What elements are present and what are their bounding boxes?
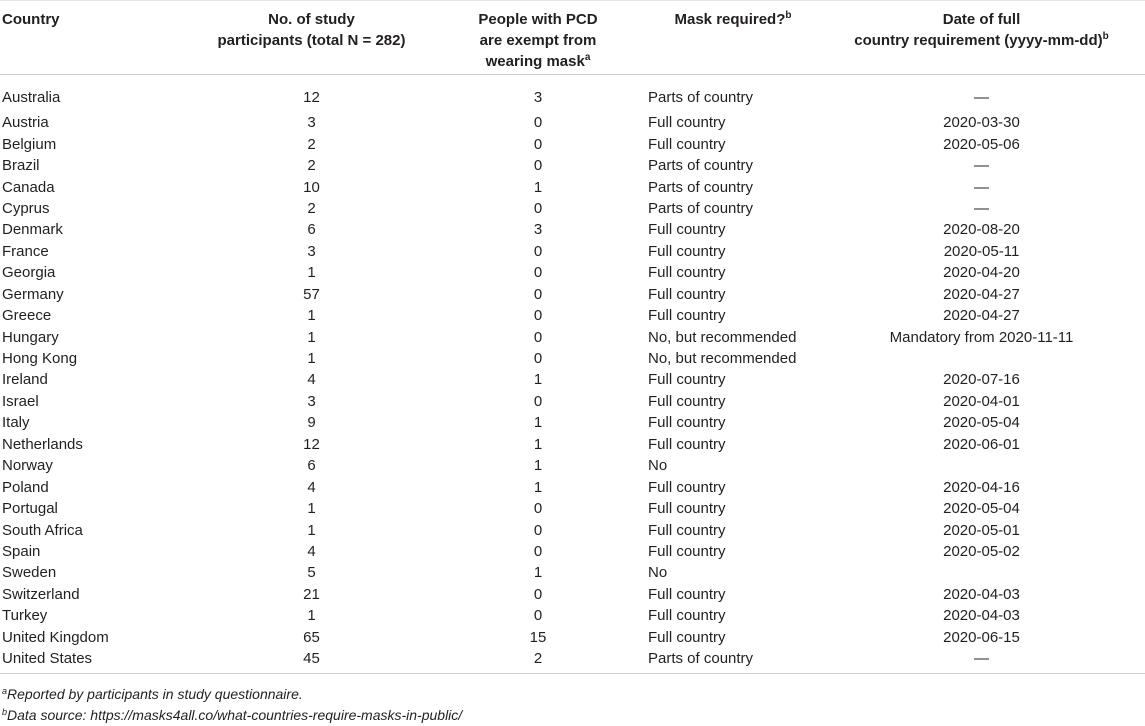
cell-participants: 45 bbox=[190, 648, 433, 674]
cell-pcd-exempt: 0 bbox=[533, 500, 543, 518]
cell-mask-required: Full country bbox=[648, 221, 726, 239]
cell-pcd-exempt: 0 bbox=[533, 285, 543, 303]
table-row bbox=[0, 562, 1145, 583]
cell-country: Canada bbox=[2, 178, 55, 196]
cell-mask-required: Full country bbox=[648, 607, 726, 625]
table-row bbox=[0, 434, 1145, 455]
cell-date: — bbox=[974, 89, 989, 106]
cell-pcd-exempt: 0 bbox=[533, 607, 543, 625]
cell-date: 2020-04-03 bbox=[943, 607, 1020, 625]
cell-mask-required: Full country bbox=[648, 414, 726, 432]
cell-country: Israel bbox=[2, 392, 39, 410]
table-row bbox=[0, 198, 1145, 219]
table-row bbox=[0, 75, 1145, 113]
cell-pcd-exempt: 0 bbox=[533, 264, 543, 282]
cell-pcd-exempt: 0 bbox=[533, 328, 543, 346]
cell-country: Austria bbox=[2, 114, 49, 132]
cell-mask-required: Parts of country bbox=[648, 157, 754, 175]
cell-pcd-exempt: 1 bbox=[533, 414, 543, 432]
cell-date: — bbox=[974, 157, 989, 175]
cell-mask-required: Full country bbox=[648, 585, 726, 603]
cell-pcd-exempt: 3 bbox=[533, 89, 543, 106]
cell-mask-required: Full country bbox=[648, 521, 726, 539]
cell-mask-required: Full country bbox=[648, 628, 726, 646]
cell-mask-required: Full country bbox=[648, 285, 726, 303]
cell-pcd-exempt: 1 bbox=[533, 564, 543, 582]
cell-date: 2020-04-27 bbox=[943, 307, 1020, 325]
cell-participants: 21 bbox=[303, 585, 320, 603]
cell-participants: 4 bbox=[307, 371, 316, 389]
cell-participants: 3 bbox=[307, 114, 316, 132]
cell-country: Greece bbox=[2, 307, 52, 325]
cell-mask-required: Full country bbox=[648, 500, 726, 518]
cell-mask-required: Full country bbox=[648, 242, 726, 260]
header-participants-line2: participants (total N = 282) bbox=[217, 32, 406, 49]
table-row bbox=[0, 241, 1145, 262]
table-header bbox=[0, 1, 1145, 75]
cell-country: Georgia bbox=[2, 264, 56, 282]
cell-participants: 65 bbox=[303, 628, 320, 646]
cell-date bbox=[818, 562, 1145, 583]
cell-date: Mandatory from 2020-11-11 bbox=[889, 328, 1074, 346]
cell-date: — bbox=[974, 178, 989, 196]
footnote-a-text: Reported by participants in study questionnaire. bbox=[7, 686, 303, 702]
header-date-line2: country requirement (yyyy-mm-dd) bbox=[854, 32, 1103, 49]
cell-country: Ireland bbox=[2, 371, 48, 389]
table-row bbox=[0, 155, 1145, 176]
table-footnotes bbox=[2, 684, 462, 726]
header-mask-label: Mask required? bbox=[674, 11, 786, 28]
cell-pcd-exempt: 0 bbox=[533, 521, 543, 539]
cell-participants: 1 bbox=[307, 350, 316, 368]
cell-mask-required: Full country bbox=[648, 478, 726, 496]
header-date-line1: Date of full bbox=[942, 11, 1021, 28]
table-row bbox=[0, 369, 1145, 390]
table-row bbox=[0, 326, 1145, 347]
cell-date: 2020-06-01 bbox=[943, 435, 1020, 453]
cell-date: 2020-04-03 bbox=[943, 585, 1020, 603]
cell-participants: 9 bbox=[307, 414, 316, 432]
cell-country: Cyprus bbox=[2, 199, 50, 217]
header-pcd-exempt bbox=[433, 1, 643, 75]
table-row bbox=[0, 219, 1145, 240]
footnote-marker-b: b bbox=[1102, 31, 1109, 42]
cell-date: 2020-04-16 bbox=[943, 478, 1020, 496]
cell-participants: 4 bbox=[307, 542, 316, 560]
header-pcd-line2: are exempt from bbox=[479, 32, 597, 49]
cell-country: Netherlands bbox=[2, 435, 83, 453]
table-row bbox=[0, 305, 1145, 326]
table-row bbox=[0, 176, 1145, 197]
cell-country: Brazil bbox=[2, 157, 40, 175]
table-row bbox=[0, 348, 1145, 369]
cell-mask-required: Full country bbox=[648, 114, 726, 132]
cell-mask-required: Parts of country bbox=[648, 199, 754, 217]
footnote-b-text: Data source: https://masks4all.co/what-countries-require-masks-in-public/ bbox=[7, 707, 463, 723]
cell-country: Hong Kong bbox=[2, 350, 78, 368]
table-row bbox=[0, 584, 1145, 605]
cell-mask-required: Full country bbox=[648, 542, 726, 560]
table-row bbox=[0, 476, 1145, 497]
cell-participants: 3 bbox=[307, 392, 316, 410]
cell-date: 2020-04-20 bbox=[943, 264, 1020, 282]
cell-participants: 5 bbox=[307, 564, 316, 582]
cell-date: 2020-05-02 bbox=[943, 542, 1020, 560]
cell-mask-required: Parts of country bbox=[643, 648, 818, 674]
cell-country: United Kingdom bbox=[2, 628, 109, 646]
table-row bbox=[0, 112, 1145, 133]
table-row bbox=[0, 648, 1145, 674]
footnote-a bbox=[2, 684, 462, 705]
cell-pcd-exempt: 15 bbox=[529, 628, 547, 646]
cell-date: 2020-07-16 bbox=[943, 371, 1020, 389]
cell-mask-required: Full country bbox=[648, 264, 726, 282]
table-row bbox=[0, 262, 1145, 283]
cell-pcd-exempt: 0 bbox=[533, 242, 543, 260]
cell-pcd-exempt: 0 bbox=[533, 135, 543, 153]
table-row bbox=[0, 412, 1145, 433]
cell-mask-required: Full country bbox=[648, 392, 726, 410]
cell-pcd-exempt: 2 bbox=[433, 648, 643, 674]
header-country-label: Country bbox=[2, 11, 60, 28]
cell-mask-required: Parts of country bbox=[648, 178, 754, 196]
cell-country: Poland bbox=[2, 478, 49, 496]
table-row bbox=[0, 498, 1145, 519]
cell-pcd-exempt: 3 bbox=[533, 221, 543, 239]
cell-mask-required: No bbox=[648, 564, 668, 582]
header-pcd-line3: wearing mask bbox=[485, 53, 585, 70]
cell-pcd-exempt: 1 bbox=[533, 435, 543, 453]
cell-date: 2020-04-01 bbox=[943, 392, 1020, 410]
cell-country: Switzerland bbox=[2, 585, 80, 603]
cell-participants: 10 bbox=[303, 178, 320, 196]
cell-mask-required: No, but recommended bbox=[648, 328, 797, 346]
table-body bbox=[0, 75, 1145, 674]
cell-date: 2020-06-15 bbox=[943, 628, 1020, 646]
cell-date: 2020-05-11 bbox=[943, 242, 1020, 260]
cell-country: France bbox=[2, 242, 49, 260]
cell-participants: 2 bbox=[307, 157, 316, 175]
table-row bbox=[0, 519, 1145, 540]
cell-participants: 1 bbox=[307, 328, 316, 346]
cell-pcd-exempt: 0 bbox=[533, 307, 543, 325]
cell-participants: 1 bbox=[307, 521, 316, 539]
header-participants bbox=[190, 1, 433, 75]
cell-pcd-exempt: 0 bbox=[533, 585, 543, 603]
cell-country: Norway bbox=[2, 457, 53, 475]
cell-country: Germany bbox=[2, 285, 64, 303]
cell-mask-required: No bbox=[648, 457, 668, 475]
cell-date: 2020-05-01 bbox=[943, 521, 1020, 539]
header-pcd-line1: People with PCD bbox=[478, 11, 598, 28]
cell-pcd-exempt: 1 bbox=[533, 371, 543, 389]
table-row bbox=[0, 284, 1145, 305]
cell-pcd-exempt: 0 bbox=[533, 114, 543, 132]
footnote-marker-a: a bbox=[584, 52, 591, 63]
cell-country: South Africa bbox=[2, 521, 83, 539]
cell-country: Belgium bbox=[2, 135, 57, 153]
cell-country: Sweden bbox=[2, 564, 57, 582]
table-row bbox=[0, 627, 1145, 648]
table-row bbox=[0, 541, 1145, 562]
cell-pcd-exempt: 1 bbox=[533, 457, 543, 475]
cell-participants: 3 bbox=[307, 242, 316, 260]
cell-date: — bbox=[818, 648, 1145, 674]
cell-country: Spain bbox=[2, 542, 41, 560]
cell-participants: 12 bbox=[303, 435, 320, 453]
footnote-b-marker: b bbox=[2, 707, 8, 717]
header-row bbox=[0, 1, 1145, 75]
cell-pcd-exempt: 0 bbox=[533, 157, 543, 175]
cell-mask-required: Full country bbox=[648, 371, 726, 389]
cell-pcd-exempt: 1 bbox=[533, 478, 543, 496]
table-row bbox=[0, 605, 1145, 626]
cell-pcd-exempt: 0 bbox=[533, 350, 543, 368]
cell-mask-required: Full country bbox=[648, 135, 726, 153]
cell-pcd-exempt: 0 bbox=[533, 392, 543, 410]
table-row bbox=[0, 391, 1145, 412]
cell-date bbox=[818, 455, 1145, 476]
cell-date bbox=[818, 348, 1145, 369]
footnote-a-marker: a bbox=[2, 686, 8, 696]
cell-country: Italy bbox=[2, 414, 30, 432]
footnote-b bbox=[2, 705, 462, 726]
cell-date: — bbox=[974, 199, 989, 217]
header-date bbox=[818, 1, 1145, 75]
cell-participants: 2 bbox=[307, 135, 316, 153]
cell-country: Hungary bbox=[2, 328, 59, 346]
cell-participants: 1 bbox=[307, 607, 316, 625]
cell-participants: 1 bbox=[307, 500, 316, 518]
table-row bbox=[0, 133, 1145, 154]
cell-participants: 1 bbox=[307, 264, 316, 282]
cell-mask-required: Parts of country bbox=[648, 89, 754, 106]
cell-pcd-exempt: 1 bbox=[533, 178, 543, 196]
cell-mask-required: Full country bbox=[648, 307, 726, 325]
cell-date: 2020-08-20 bbox=[943, 221, 1020, 239]
cell-participants: 6 bbox=[307, 221, 316, 239]
cell-pcd-exempt: 0 bbox=[533, 199, 543, 217]
header-mask-required bbox=[643, 1, 818, 75]
cell-participants: 6 bbox=[307, 457, 316, 475]
cell-participants: 2 bbox=[307, 199, 316, 217]
cell-pcd-exempt: 0 bbox=[533, 542, 543, 560]
cell-participants: 1 bbox=[307, 307, 316, 325]
footnote-marker-b: b bbox=[785, 10, 792, 21]
cell-participants: 4 bbox=[307, 478, 316, 496]
cell-date: 2020-05-04 bbox=[943, 500, 1020, 518]
cell-date: 2020-03-30 bbox=[943, 114, 1020, 132]
cell-participants: 57 bbox=[303, 285, 320, 303]
cell-date: 2020-04-27 bbox=[943, 285, 1020, 303]
cell-country: Denmark bbox=[2, 221, 63, 239]
cell-date: 2020-05-04 bbox=[943, 414, 1020, 432]
cell-country: United States bbox=[0, 648, 190, 674]
cell-country: Australia bbox=[2, 89, 61, 106]
table-row bbox=[0, 455, 1145, 476]
cell-date: 2020-05-06 bbox=[943, 135, 1020, 153]
cell-mask-required: No, but recommended bbox=[648, 350, 797, 368]
header-country bbox=[0, 1, 190, 75]
header-participants-line1: No. of study bbox=[268, 11, 355, 28]
cell-mask-required: Full country bbox=[648, 435, 726, 453]
cell-participants: 12 bbox=[303, 89, 320, 106]
cell-country: Turkey bbox=[2, 607, 48, 625]
cell-country: Portugal bbox=[2, 500, 58, 518]
